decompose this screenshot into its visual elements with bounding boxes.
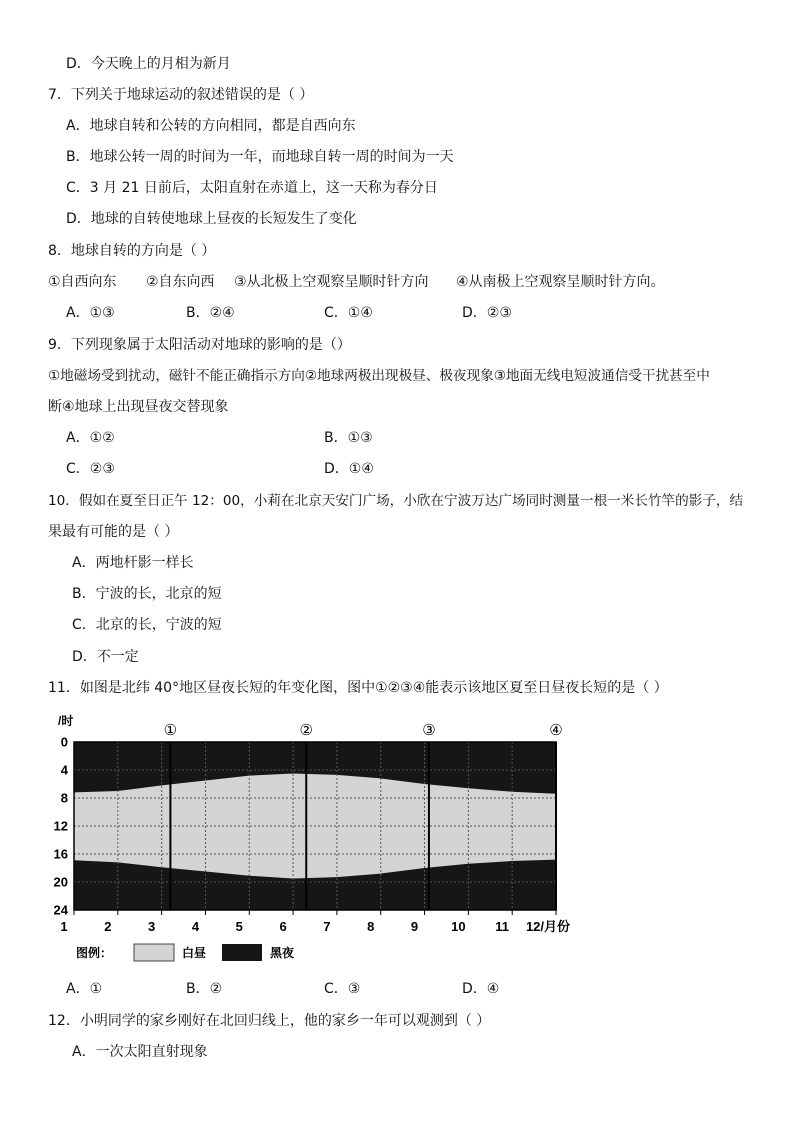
q6-option-d: D．今天晚上的月相为新月	[66, 56, 231, 72]
legend-label: 图例：	[76, 946, 113, 960]
q8-option-a: A．①③	[66, 305, 115, 321]
q7-option-d: D．地球的自转使地球上昼夜的长短发生了变化	[66, 211, 357, 227]
x-tick-label: 3	[148, 919, 156, 934]
q8-items	[48, 272, 748, 292]
q11-option-b: B．②	[186, 981, 223, 997]
q11-stem: 11．如图是北纬 40°地区昼夜长短的年变化图，图中①②③④能表示该地区夏至日昼夜长短的是（ ）	[48, 680, 668, 696]
q8-options	[66, 303, 706, 323]
legend-swatch-night	[222, 944, 262, 961]
q10-option-b: B．宁波的长，北京的短	[72, 586, 222, 602]
q11-option-a: A．①	[66, 981, 103, 997]
q7-option-b: B．地球公转一周的时间为一年，而地球自转一周的时间为一天	[66, 149, 454, 165]
x-tick-label: 7	[323, 919, 331, 934]
q9-option-b: B．①③	[324, 430, 373, 446]
x-tick-label: 1	[60, 919, 68, 934]
y-tick-label: 4	[60, 762, 68, 778]
y-axis-title: /时	[58, 714, 74, 728]
y-tick-label: 12	[53, 818, 68, 834]
x-tick-label: 10	[451, 919, 466, 934]
q8-item-2: ②自东向西	[146, 274, 215, 290]
x-tick-label: 4	[191, 919, 200, 934]
marker-label: ①	[163, 722, 178, 739]
y-tick-label: 20	[53, 874, 68, 890]
x-tick-label: 8	[367, 919, 375, 934]
y-tick-label: 8	[60, 790, 68, 806]
x-tick-label: 11	[495, 919, 510, 934]
q8-option-d: D．②③	[462, 305, 512, 321]
q12-option-a: A．一次太阳直射现象	[72, 1044, 208, 1060]
x-tick-label: 6	[279, 919, 287, 934]
q9-options-row2	[66, 459, 706, 479]
q7-option-a: A．地球自转和公转的方向相同，都是自西向东	[66, 118, 356, 134]
q9-items-line2: 断④地球上出现昼夜交替现象	[48, 399, 229, 415]
q11-option-d: D．④	[462, 981, 500, 997]
y-tick-label: 0	[60, 734, 68, 750]
q9-items-line1: ①地磁场受到扰动，磁针不能正确指示方向②地球两极出现极昼、极夜现象③地面无线电短波通信受干扰甚至中	[48, 368, 710, 384]
q9-option-a: A．①②	[66, 430, 115, 446]
q9-options-row1	[66, 428, 706, 448]
y-tick-label: 24	[53, 902, 68, 918]
q7-stem: 7．下列关于地球运动的叙述错误的是（ ）	[48, 87, 314, 103]
marker-label: ④	[549, 722, 563, 739]
q10-option-d: D．不一定	[72, 649, 139, 665]
x-tick-label: 9	[410, 919, 419, 934]
q10-stem-line1: 10．假如在夏至日正午 12：00，小莉在北京天安门广场，小欣在宁波万达广场同时测量一根一米长竹竿的影子，结	[48, 493, 744, 509]
x-tick-label: 2	[104, 919, 112, 934]
q8-item-3: ③从北极上空观察呈顺时针方向	[234, 274, 429, 290]
q10-option-c: C．北京的长，宁波的短	[72, 617, 222, 633]
q7-option-c: C．3 月 21 日前后，太阳直射在赤道上，这一天称为春分日	[66, 180, 438, 196]
x-tick-label: 12/月份	[525, 919, 571, 934]
x-tick-label: 5	[235, 919, 243, 934]
legend-day-label: 白昼	[182, 946, 207, 960]
marker-label: ②	[299, 722, 313, 739]
q8-stem: 8．地球自转的方向是（ ）	[48, 243, 216, 259]
q8-item-4: ④从南极上空观察呈顺时针方向。	[456, 274, 665, 290]
q9-option-c: C．②③	[66, 461, 115, 477]
marker-label: ③	[422, 722, 436, 739]
q9-stem: 9．下列现象属于太阳活动对地球的影响的是（）	[48, 337, 351, 353]
legend-night-label: 黑夜	[270, 946, 295, 960]
q9-option-d: D．①④	[324, 461, 374, 477]
y-tick-label: 16	[53, 846, 68, 862]
q8-option-b: B．②④	[186, 305, 235, 321]
q10-option-a: A．两地杆影一样长	[72, 555, 194, 571]
q8-option-c: C．①④	[324, 305, 373, 321]
q11-options	[66, 979, 706, 999]
q12-stem: 12．小明同学的家乡刚好在北回归线上，他的家乡一年可以观测到（ ）	[48, 1013, 491, 1029]
q11-option-c: C．③	[324, 981, 361, 997]
legend-swatch-day	[134, 944, 174, 961]
q10-stem-line2: 果最有可能的是（ ）	[48, 524, 179, 540]
q8-item-1: ①自西向东	[48, 274, 117, 290]
day-night-length-chart	[48, 712, 588, 970]
